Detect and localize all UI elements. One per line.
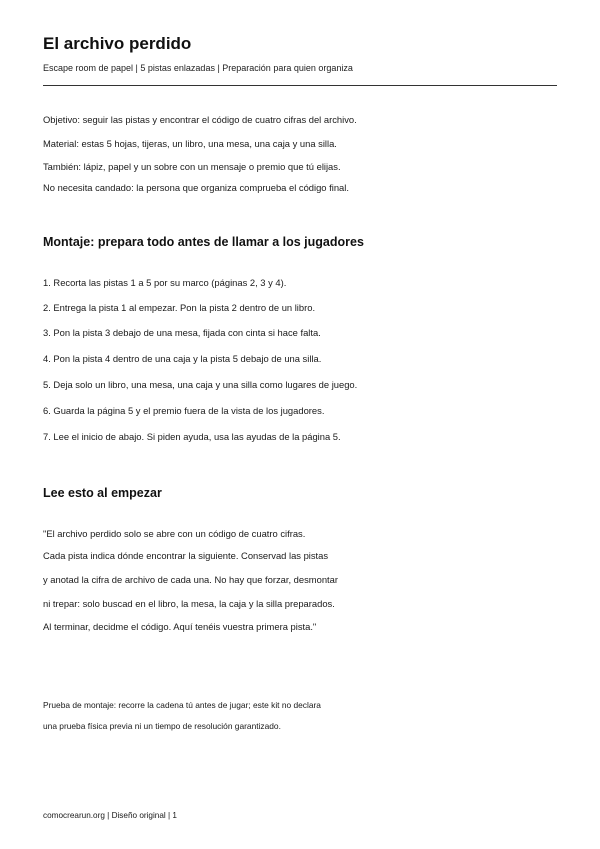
start-line: y anotad la cifra de archivo de cada una. No hay que forzar, desmontar xyxy=(43,574,338,585)
setup-step: 5. Deja solo un libro, una mesa, una caja y una silla como lugares de juego. xyxy=(43,379,358,390)
note-line: una prueba física previa ni un tiempo de resolución garantizado. xyxy=(43,721,281,731)
setup-heading: Montaje: prepara todo antes de llamar a los jugadores xyxy=(43,235,364,249)
start-line: ni trepar: solo buscad en el libro, la mesa, la caja y la silla preparados. xyxy=(43,598,335,609)
start-line: Cada pista indica dónde encontrar la siguiente. Conservad las pistas xyxy=(43,550,329,561)
note-line: Prueba de montaje: recorre la cadena tú antes de jugar; este kit no declara xyxy=(43,700,321,710)
setup-step: 6. Guarda la página 5 y el premio fuera de la vista de los jugadores. xyxy=(43,405,325,416)
page-subtitle: Escape room de papel | 5 pistas enlazadas | Preparación para quien organiza xyxy=(43,63,353,73)
setup-step: 2. Entrega la pista 1 al empezar. Pon la pista 2 dentro de un libro. xyxy=(43,302,316,313)
start-line: "El archivo perdido solo se abre con un código de cuatro cifras. xyxy=(43,528,306,539)
intro-line: Material: estas 5 hojas, tijeras, un libro, una mesa, una caja y una silla. xyxy=(43,138,337,149)
start-line: Al terminar, decidme el código. Aquí tenéis vuestra primera pista." xyxy=(43,621,317,632)
intro-line: No necesita candado: la persona que organiza comprueba el código final. xyxy=(43,182,349,193)
setup-step: 7. Lee el inicio de abajo. Si piden ayuda, usa las ayudas de la página 5. xyxy=(43,431,341,442)
setup-step: 4. Pon la pista 4 dentro de una caja y la pista 5 debajo de una silla. xyxy=(43,353,322,364)
intro-line: Objetivo: seguir las pistas y encontrar el código de cuatro cifras del archivo. xyxy=(43,114,357,125)
setup-step: 3. Pon la pista 3 debajo de una mesa, fijada con cinta si hace falta. xyxy=(43,327,321,338)
start-heading: Lee esto al empezar xyxy=(43,486,162,500)
page-footer: comocrearun.org | Diseño original | 1 xyxy=(43,811,177,820)
page-title: El archivo perdido xyxy=(43,34,192,53)
intro-line: También: lápiz, papel y un sobre con un mensaje o premio que tú elijas. xyxy=(43,161,341,172)
header-divider xyxy=(43,85,557,86)
setup-step: 1. Recorta las pistas 1 a 5 por su marco (páginas 2, 3 y 4). xyxy=(43,277,287,288)
